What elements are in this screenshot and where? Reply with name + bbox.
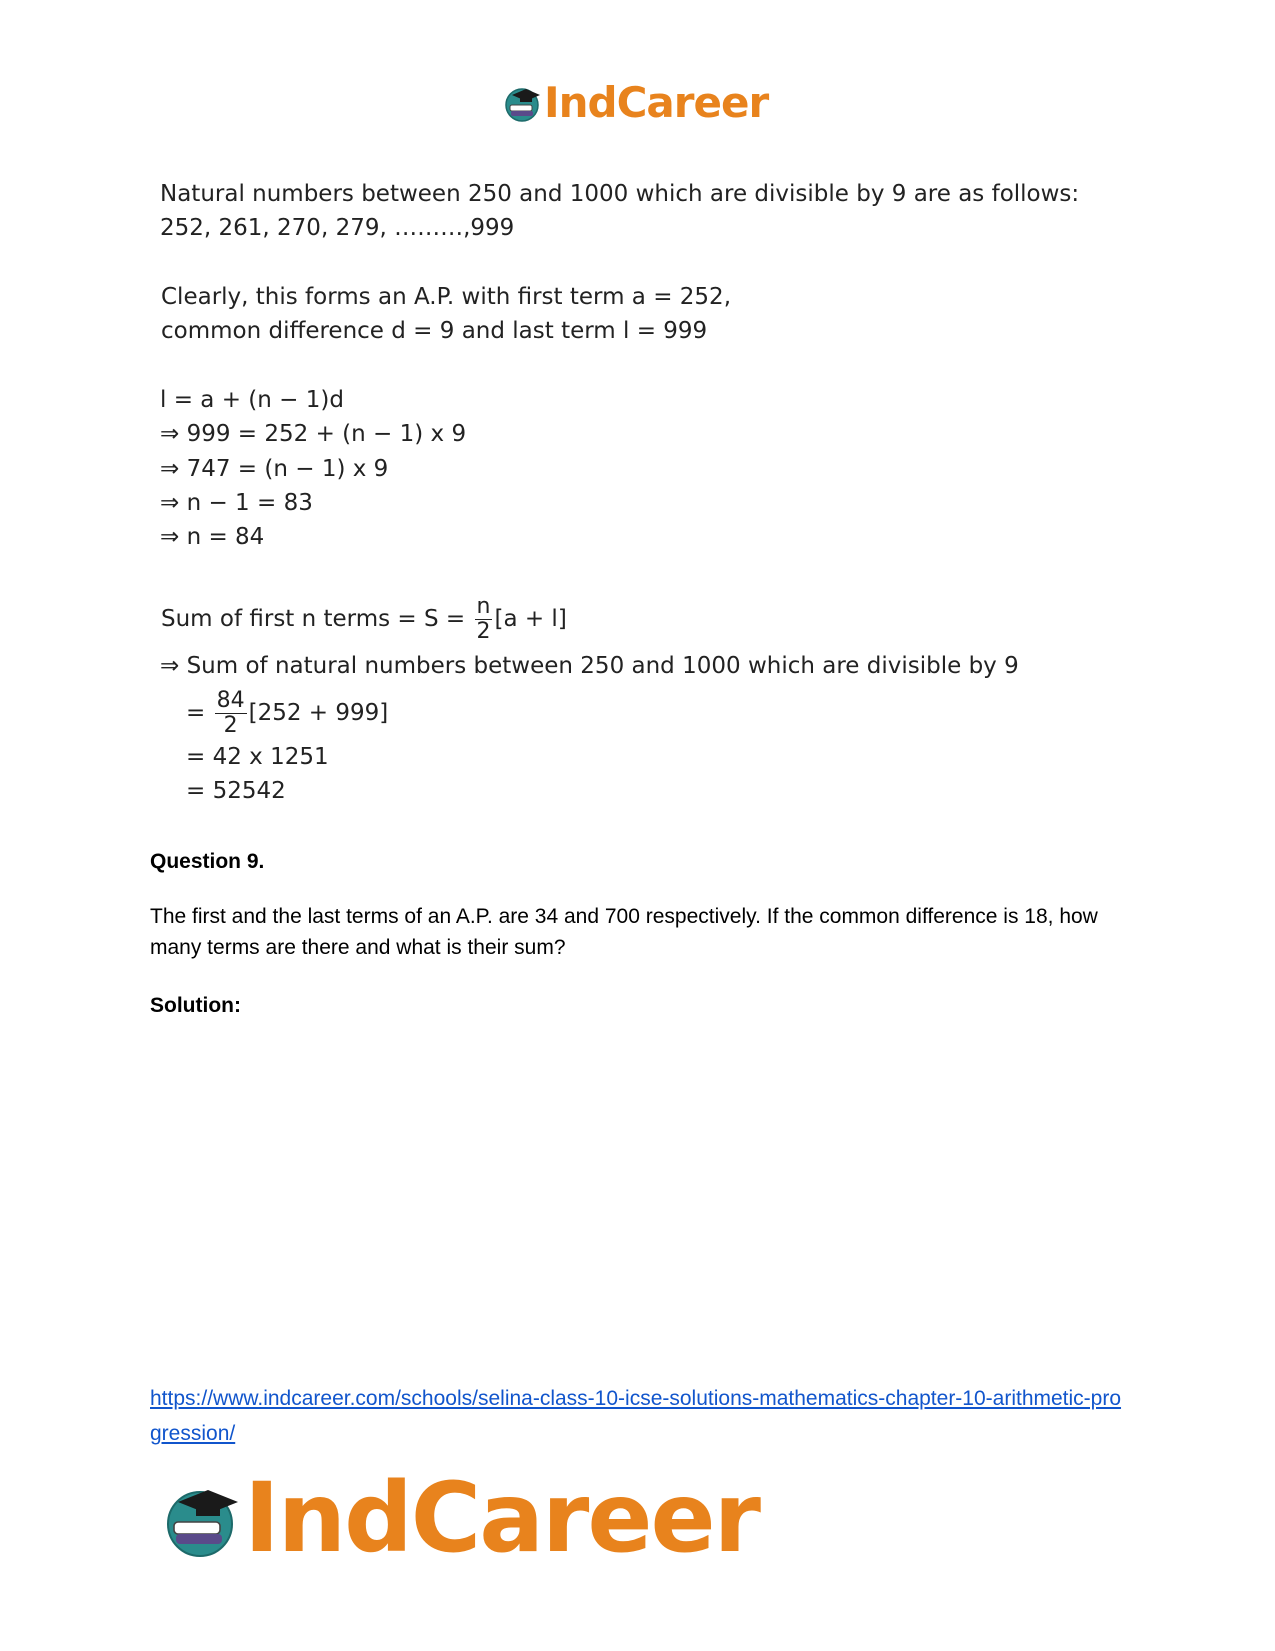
brand-name: IndCareer (544, 78, 769, 127)
sum-formula-line (161, 596, 567, 643)
intro-line-1: Natural numbers between 250 and 1000 which are divisible by 9 are as follows: (160, 181, 1080, 207)
sum-description-line: ⇒ Sum of natural numbers between 250 and 1000 which are divisible by 9 (160, 653, 1019, 679)
intro-line-2: 252, 261, 270, 279, ………,999 (160, 215, 515, 241)
fraction-numerator: 84 (216, 688, 245, 713)
n-over-2-fraction (475, 596, 493, 643)
brand-name: IndCareer (244, 1462, 759, 1574)
sum-formula-prefix: Sum of first n terms = S = (161, 606, 466, 632)
fraction-denominator: 2 (223, 713, 238, 738)
calculation-line-1 (186, 690, 388, 737)
indcareer-logo-header (502, 78, 768, 127)
graduation-cap-globe-icon (160, 1476, 240, 1560)
solution-label: Solution: (150, 994, 241, 1017)
equation-4: ⇒ n − 1 = 83 (160, 490, 313, 516)
bracket-expression: [252 + 999] (248, 700, 389, 726)
question-heading: Question 9. (150, 850, 265, 873)
fraction-denominator: 2 (476, 619, 491, 644)
graduation-cap-globe-icon (502, 83, 542, 123)
calculation-line-3: = 52542 (186, 778, 286, 804)
84-over-2-fraction (215, 690, 247, 737)
ap-line-2: common difference d = 9 and last term l = 999 (161, 318, 708, 344)
source-link[interactable]: https://www.indcareer.com/schools/selina-class-10-icse-solutions-mathematics-chapter-10-arithmetic-progression/ (150, 1387, 1122, 1445)
equation-5: ⇒ n = 84 (160, 524, 265, 550)
ap-line-1: Clearly, this forms an A.P. with first term a = 252, (161, 284, 732, 310)
calculation-line-2: = 42 x 1251 (186, 744, 329, 770)
question-text: The first and the last terms of an A.P. are 34 and 700 respectively. If the common difference is 18, how many terms are there and what is their sum? (150, 905, 1098, 959)
indcareer-logo-footer (160, 1462, 759, 1574)
equation-2: ⇒ 999 = 252 + (n − 1) x 9 (160, 421, 467, 447)
sum-formula-suffix: [a + l] (494, 606, 567, 632)
equals-sign: = (186, 700, 206, 726)
equation-3: ⇒ 747 = (n − 1) x 9 (160, 456, 389, 482)
fraction-numerator: n (476, 594, 491, 619)
equation-1: l = a + (n − 1)d (160, 387, 344, 413)
